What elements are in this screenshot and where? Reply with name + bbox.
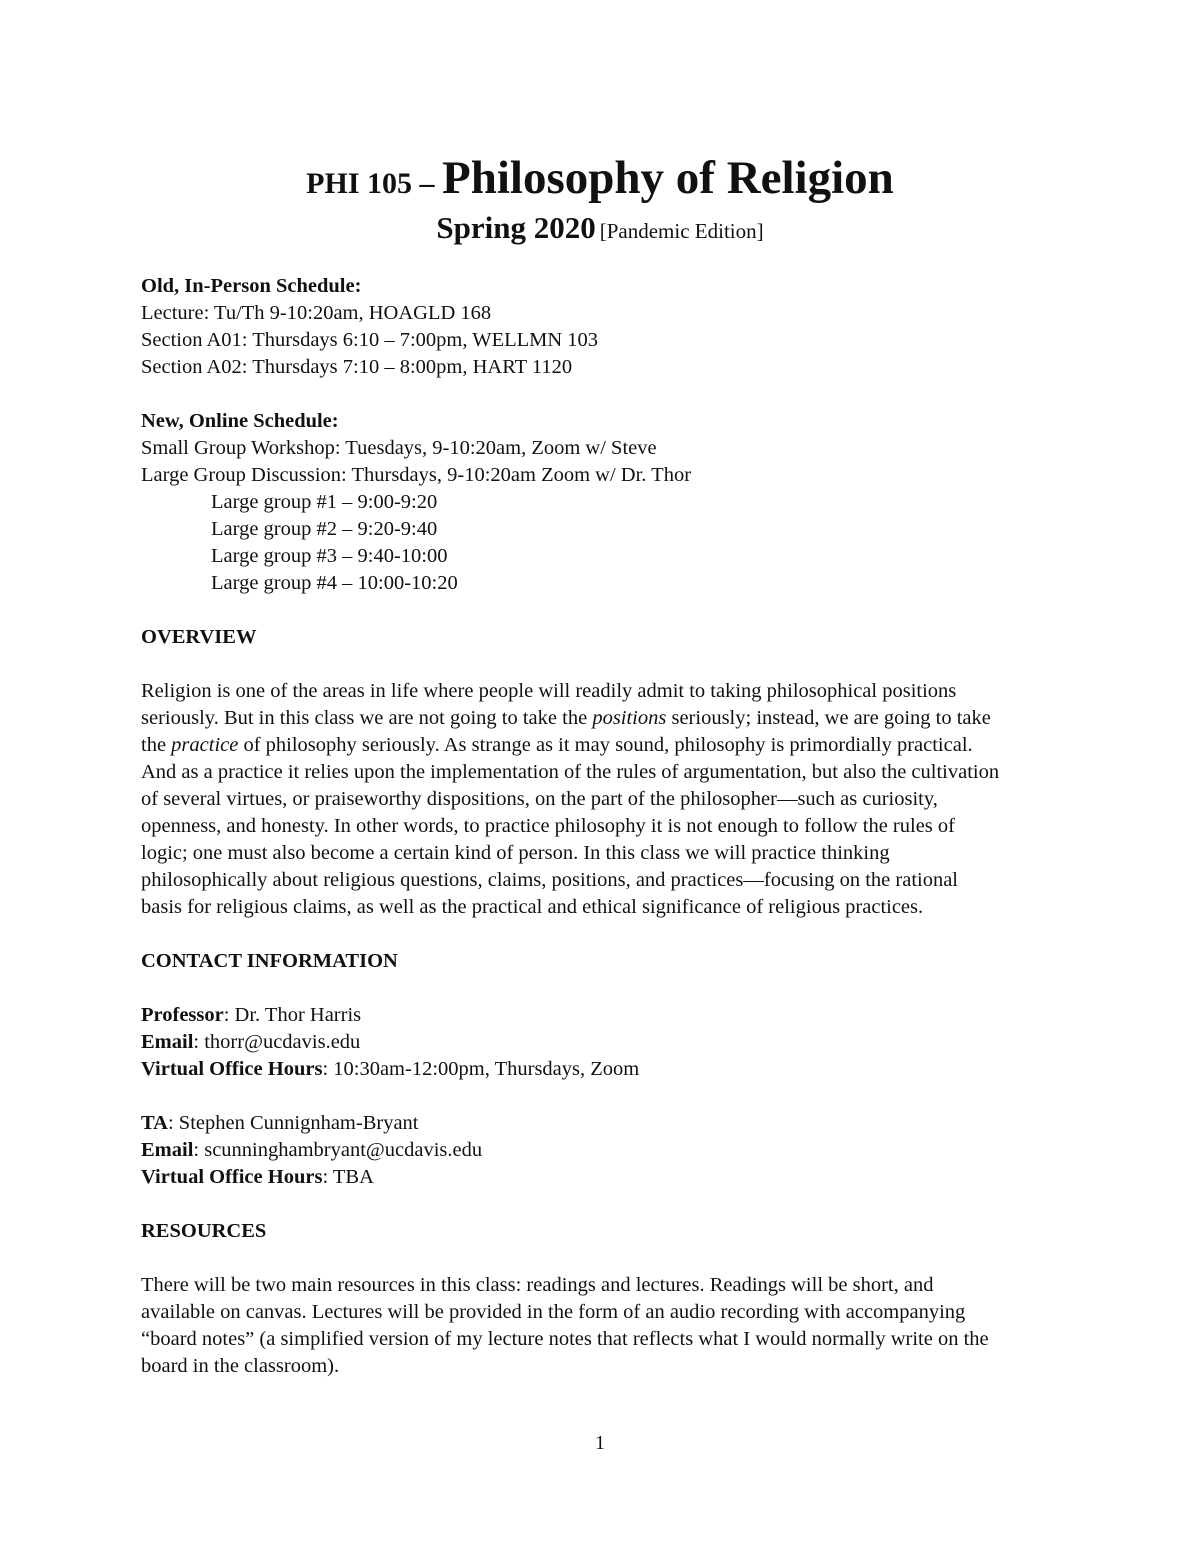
email-label: Email	[141, 1031, 194, 1053]
ta-hours-line	[141, 1164, 1141, 1191]
old-schedule-section	[141, 273, 1141, 381]
resources-line: There will be two main resources in this class: readings and lectures. Readings will be short, and	[141, 1274, 934, 1296]
course-name: Philosophy of Religion	[442, 152, 894, 204]
schedule-line: Section A02: Thursdays 7:10 – 8:00pm, HART 1120	[141, 356, 573, 378]
page-number: 1	[595, 1432, 605, 1454]
overview-line: philosophically about religious questions, claims, positions, and practices—focusing on the rational	[141, 869, 959, 891]
overview-line: Religion is one of the areas in life where people will readily admit to taking philosophical positions	[141, 680, 957, 702]
new-schedule-heading: New, Online Schedule:	[141, 410, 339, 432]
spacer	[141, 651, 1141, 678]
overview-emphasis: practice	[171, 734, 239, 756]
professor-hours: : 10:30am-12:00pm, Thursdays, Zoom	[322, 1058, 640, 1080]
new-schedule-section	[141, 408, 1141, 597]
spacer	[141, 597, 1141, 624]
overview-heading: OVERVIEW	[141, 626, 257, 648]
professor-label: Professor	[141, 1004, 224, 1026]
resources-line: “board notes” (a simplified version of my lecture notes that reflects what I would normally write on the	[141, 1328, 989, 1350]
term-label: Spring 2020	[436, 210, 596, 245]
resources-line: board in the classroom).	[141, 1355, 340, 1377]
spacer	[141, 1083, 1141, 1110]
email-label: Email	[141, 1139, 194, 1161]
ta-email-line	[141, 1137, 1141, 1164]
spacer	[141, 975, 1141, 1002]
ta-label: TA	[141, 1112, 168, 1134]
overview-line: openness, and honesty. In other words, to practice philosophy it is not enough to follow the rules of	[141, 815, 955, 837]
professor-email-line	[141, 1029, 1141, 1056]
ta-name: : Stephen Cunnignham-Bryant	[167, 1112, 419, 1134]
overview-line: And as a practice it relies upon the implementation of the rules of argumentation, but also the cultivation	[141, 761, 1000, 783]
overview-section	[141, 624, 1141, 921]
overview-line: logic; one must also become a certain kind of person. In this class we will practice thinking	[141, 842, 890, 864]
schedule-line: Section A01: Thursdays 6:10 – 7:00pm, WELLMN 103	[141, 329, 599, 351]
overview-line: basis for religious claims, as well as the practical and ethical significance of religious practices.	[141, 896, 924, 918]
spacer	[141, 1191, 1141, 1218]
ta-email: : scunninghambryant@ucdavis.edu	[193, 1139, 483, 1161]
large-group-line: Large group #2 – 9:20-9:40	[211, 518, 438, 540]
overview-line	[141, 732, 1141, 759]
overview-line	[141, 705, 1141, 732]
resources-section	[141, 1218, 1141, 1380]
ta-line	[141, 1110, 1141, 1137]
document-body	[141, 273, 1141, 1380]
overview-line: of several virtues, or praiseworthy dispositions, on the part of the philosopher—such as curiosity,	[141, 788, 938, 810]
professor-name: : Dr. Thor Harris	[223, 1004, 362, 1026]
resources-heading: RESOURCES	[141, 1220, 267, 1242]
schedule-line: Lecture: Tu/Th 9-10:20am, HOAGLD 168	[141, 302, 492, 324]
old-schedule-heading: Old, In-Person Schedule:	[141, 275, 362, 297]
overview-text: the	[141, 734, 172, 756]
spacer	[141, 921, 1141, 948]
overview-text: seriously; instead, we are going to take	[666, 707, 991, 729]
ta-hours: : TBA	[322, 1166, 374, 1188]
resources-line: available on canvas. Lectures will be provided in the form of an audio recording with accompanying	[141, 1301, 966, 1323]
spacer	[141, 1245, 1141, 1272]
large-group-line: Large group #3 – 9:40-10:00	[211, 545, 448, 567]
overview-text: of philosophy seriously. As strange as it may sound, philosophy is primordially practical.	[238, 734, 973, 756]
office-hours-label: Virtual Office Hours	[141, 1058, 323, 1080]
course-term	[0, 208, 1200, 254]
professor-email: : thorr@ucdavis.edu	[193, 1031, 361, 1053]
schedule-line: Small Group Workshop: Tuesdays, 9-10:20am, Zoom w/ Steve	[141, 437, 657, 459]
overview-text: seriously. But in this class we are not going to take the	[141, 707, 593, 729]
spacer	[141, 381, 1141, 408]
course-title	[0, 148, 1200, 214]
contact-section	[141, 948, 1141, 1191]
schedule-line: Large Group Discussion: Thursdays, 9-10:20am Zoom w/ Dr. Thor	[141, 464, 692, 486]
professor-hours-line	[141, 1056, 1141, 1083]
professor-line	[141, 1002, 1141, 1029]
large-group-line: Large group #1 – 9:00-9:20	[211, 491, 438, 513]
office-hours-label: Virtual Office Hours	[141, 1166, 323, 1188]
contact-heading: CONTACT INFORMATION	[141, 950, 398, 972]
large-group-line: Large group #4 – 10:00-10:20	[211, 572, 458, 594]
edition-label: [Pandemic Edition]	[599, 219, 764, 243]
overview-emphasis: positions	[592, 707, 667, 729]
course-code: PHI 105 –	[306, 167, 443, 200]
